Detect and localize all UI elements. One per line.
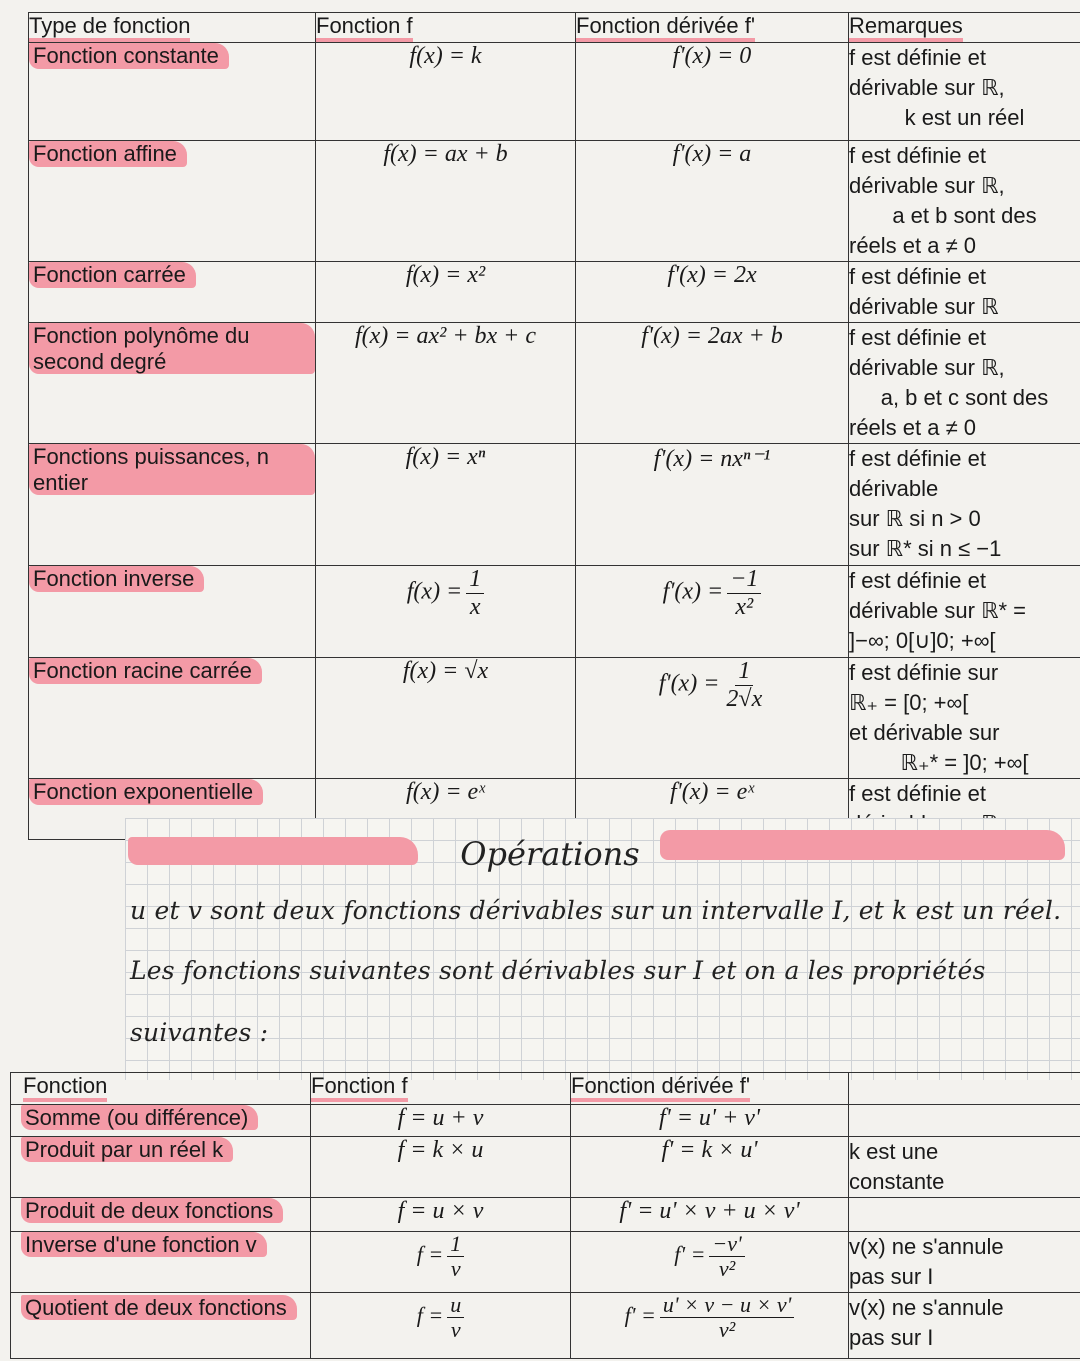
table-row [29,658,1080,779]
row-name: Fonction polynôme du second degré [29,323,315,374]
derivative-formula [571,1232,849,1293]
remark-line: f est définie sur [849,660,999,686]
fraction [727,566,761,620]
table-row [11,1232,1080,1293]
remark-line: réels et a ≠ 0 [849,415,977,441]
row-name: Fonction affine [29,141,187,166]
fraction [447,1232,464,1281]
remark-line: constante [849,1169,945,1194]
numerator: 1 [466,566,484,593]
function-formula [311,1232,571,1293]
remark-line: f est définie et [849,446,986,472]
remark-line: k est un réel [904,105,1025,131]
remark [849,444,1080,566]
header-type-cell [29,13,316,43]
denominator: 2√x [726,685,763,712]
formula-lhs: f(x) = [406,578,463,605]
highlight-banner-right [660,830,1065,860]
fraction [466,566,484,620]
derivative-formula: f'(x) = 2ax + b [576,323,849,444]
function-formula: f(x) = x² [316,262,576,323]
fraction [660,1293,794,1342]
function-formula: f(x) = ax + b [316,141,576,262]
function-formula: f(x) = √x [316,658,576,779]
derivative-formula [576,658,849,779]
table-row [29,43,1080,141]
derivative-formula: f'(x) = a [576,141,849,262]
header-remarques: Remarques [849,13,963,42]
remark-line: v(x) ne s'annule [849,1295,1004,1320]
remark-line: sur ℝ si n > 0 [849,506,981,532]
table-row [11,1105,1080,1137]
row-name: Fonctions puissances, n entier [29,444,315,495]
denominator: x² [735,593,754,620]
function-formula: f(x) = ax² + bx + c [316,323,576,444]
remark-line: v(x) ne s'annule [849,1234,1004,1259]
remark-line: sur ℝ* si n ≤ −1 [849,536,1002,562]
row-name: Somme (ou différence) [21,1105,258,1130]
highlight-banner-left [128,837,418,865]
denominator: v² [718,1317,736,1343]
remark [849,658,1080,779]
remark [849,43,1080,141]
function-formula: f(x) = xⁿ [316,444,576,566]
fraction [723,658,765,712]
remark-line: f est définie et [849,325,986,351]
remark [849,262,1080,323]
derivative-formula: f' = k × u' [571,1137,849,1198]
row-name: Produit de deux fonctions [21,1198,283,1223]
numerator: −1 [727,566,761,593]
function-formula: f(x) = eˣ [316,779,576,840]
remark-line: pas sur I [849,1325,934,1350]
function-formula [316,566,576,658]
derivative-formula: f'(x) = 2x [576,262,849,323]
operations-text-2: Les fonctions suivantes sont dérivables sur I et on a les propriétés [130,956,986,985]
numerator: u [447,1293,464,1318]
function-formula: f = u + v [311,1105,571,1137]
formula-lhs: f'(x) = [662,578,724,605]
remark-line: k est une [849,1139,939,1164]
remark-line: pas sur I [849,1264,934,1289]
remark-line: ]−∞; 0[∪]0; +∞[ [849,628,996,654]
remark-line: dérivable [849,476,939,502]
remark [849,566,1080,658]
remark-line: f est définie et [849,568,986,594]
header-fp: Fonction dérivée f' [571,1073,750,1102]
derivative-formula: f'(x) = 0 [576,43,849,141]
remark-line: f est définie et [849,45,986,71]
table-row [11,1198,1080,1232]
row-name: Quotient de deux fonctions [21,1295,297,1320]
row-name: Fonction inverse [29,566,204,591]
derivative-formula: f' = u' × v + u × v' [571,1198,849,1232]
denominator: x [469,593,481,620]
remark-line: f est définie et [849,143,986,169]
row-name: Inverse d'une fonction v [21,1232,267,1257]
remark-line: réels et a ≠ 0 [849,233,977,259]
formula-lhs: f'(x) = [658,670,720,697]
formula-lhs: f' = [624,1302,656,1328]
operations-text-3: suivantes : [130,1018,269,1047]
table-row [29,444,1080,566]
remark [849,141,1080,262]
denominator: v [450,1317,461,1343]
remark-line: et dérivable sur [849,720,1000,746]
remark-line: dérivable sur ℝ, [849,355,1005,381]
numerator: u' × v − u × v' [660,1293,794,1318]
row-name: Produit par un réel k [21,1137,233,1162]
header-fonction: Fonction f [316,13,413,42]
formula-lhs: f' = [674,1241,706,1267]
table-row [29,323,1080,444]
numerator: 1 [735,658,753,685]
row-name: Fonction carrée [29,262,196,287]
remark-line: dérivable sur ℝ, [849,75,1005,101]
function-formula: f = u × v [311,1198,571,1232]
header-empty [849,1073,1080,1105]
derivative-formula: f' = u' + v' [571,1105,849,1137]
table-row [29,141,1080,262]
denominator: v [450,1256,461,1282]
header-fonction-cell [316,13,576,43]
row-name: Fonction exponentielle [29,779,263,804]
formula-lhs: f = [416,1241,444,1267]
remark [849,1105,1080,1137]
operations-title: Opérations [460,835,640,873]
row-name: Fonction constante [29,43,229,68]
remark-line: ℝ₊ = [0; +∞[ [849,690,969,716]
derivatives-table [28,12,1080,840]
denominator: v² [718,1256,736,1282]
header-remarques-cell [849,13,1080,43]
header-type: Type de fonction [29,13,190,42]
table-row [11,1137,1080,1198]
remark [849,1198,1080,1232]
table-row [11,1293,1080,1359]
formula-lhs: f = [416,1302,444,1328]
operations-text-1: u et v sont deux fonctions dérivables sur un intervalle I, et k est un réel. [130,896,1062,925]
numerator: 1 [447,1232,464,1257]
derivative-formula [571,1293,849,1359]
derivative-formula: f'(x) = eˣ [576,779,849,840]
remark [849,1293,1080,1359]
remark-line: dérivable sur ℝ [849,294,999,320]
header-derivee-cell [576,13,849,43]
remark-line: dérivable sur ℝ* = [849,598,1027,624]
row-name: Fonction racine carrée [29,658,262,683]
remark-line: f est définie et [849,264,986,290]
remark-line: f est définie et [849,781,986,807]
remark-line: dérivable sur ℝ, [849,173,1005,199]
derivative-formula: f'(x) = nxⁿ⁻¹ [576,444,849,566]
table-row [29,566,1080,658]
remark-line: a, b et c sont des [880,385,1049,411]
remark [849,1232,1080,1293]
function-formula: f(x) = k [316,43,576,141]
remark-line: a et b sont des [892,203,1037,229]
function-formula [311,1293,571,1359]
fraction [447,1293,464,1342]
remark-line: ℝ₊* = ]0; +∞[ [900,750,1029,776]
remark [849,1137,1080,1198]
operations-table [10,1072,1080,1359]
remark [849,323,1080,444]
numerator: −v' [709,1232,744,1257]
fraction [709,1232,744,1281]
header-fonction: Fonction [23,1073,107,1102]
table-row [29,262,1080,323]
function-formula: f = k × u [311,1137,571,1198]
derivative-formula [576,566,849,658]
header-f: Fonction f [311,1073,408,1102]
header-derivee: Fonction dérivée f' [576,13,755,42]
